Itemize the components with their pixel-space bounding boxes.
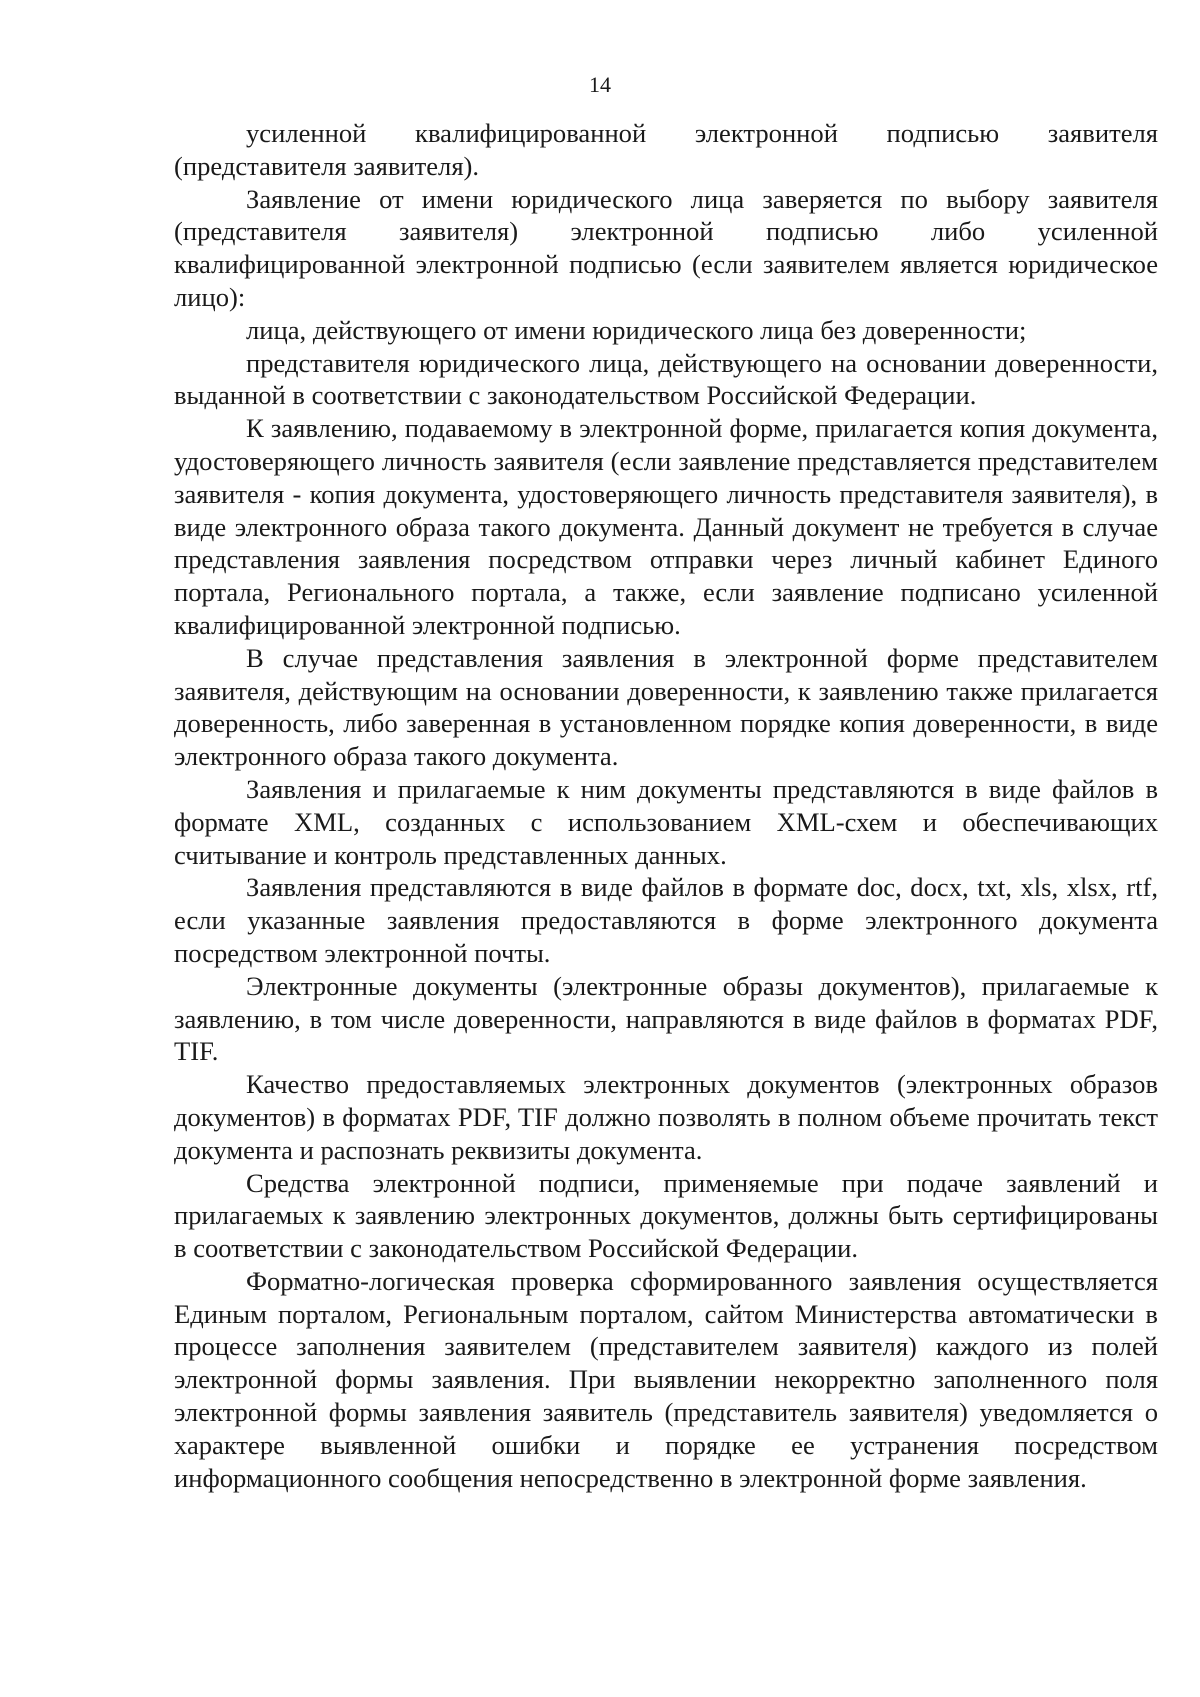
paragraph: Заявление от имени юридического лица заверяется по выбору заявителя (представителя заявителя) электронной подписью либо усиленной квалифицированной электронной подписью (если заявителем является юридическое лицо): <box>174 183 1158 312</box>
paragraph: лица, действующего от имени юридического лица без доверенности; <box>246 314 1027 345</box>
paragraph: Качество предоставляемых электронных документов (электронных образов документов) в форматах PDF, TIF должно позволять в полном объеме прочитать текст документа и распознать реквизиты документа. <box>174 1069 1158 1165</box>
paragraph: усиленной квалифицированной электронной подписью заявителя (представителя заявителя). <box>174 118 1158 181</box>
paragraph: Форматно-логическая проверка сформированного заявления осуществляется Единым порталом, Региональным порталом, сайтом Министерства автоматически в процессе заполнения заявителем (представителем заявителя) каждого из полей электронной формы заявления. При выявлении некорректно заполненного поля электронной формы заявления заявитель (представитель заявителя) уведомляется о характере выявленной ошибки и порядке ее устранения посредством информационного сообщения непосредственно в электронной форме заявления. <box>174 1265 1158 1493</box>
paragraph: Средства электронной подписи, применяемые при подаче заявлений и прилагаемых к заявлению электронных документов, должны быть сертифицированы в соответствии с законодательством Российской Федерации. <box>174 1167 1158 1264</box>
paragraph: Электронные документы (электронные образы документов), прилагаемые к заявлению, в том числе доверенности, направляются в виде файлов в форматах PDF, TIF. <box>174 970 1158 1067</box>
paragraph: В случае представления заявления в электронной форме представителем заявителя, действующим на основании доверенности, к заявлению также прилагается доверенность, либо заверенная в установленном порядке копия доверенности, в виде электронного образа такого документа. <box>174 642 1158 772</box>
paragraph: Заявления и прилагаемые к ним документы представляются в виде файлов в формате XML, созданных с использованием XML-схем и обеспечивающих считывание и контроль представленных данных. <box>174 773 1158 870</box>
paragraph: представителя юридического лица, действующего на основании доверенности, выданной в соответствии с законодательством Российской Федерации. <box>174 347 1158 411</box>
paragraph: К заявлению, подаваемому в электронной форме, прилагается копия документа, удостоверяющего личность заявителя (если заявление представляется представителем заявителя - копия документа, удостоверяющего личность представителя заявителя), в виде электронного образа такого документа. Данный документ не требуется в случае представления заявления посредством отправки через личный кабинет Единого портала, Регионального портала, а также, если заявление подписано усиленной квалифицированной электронной подписью. <box>174 413 1158 640</box>
page-number: 14 <box>589 72 611 97</box>
paragraph: Заявления представляются в виде файлов в формате doc, docx, txt, xls, xlsx, rtf, если указанные заявления предоставляются в форме электронного документа посредством электронной почты. <box>174 872 1158 968</box>
document-body <box>174 117 1158 1494</box>
